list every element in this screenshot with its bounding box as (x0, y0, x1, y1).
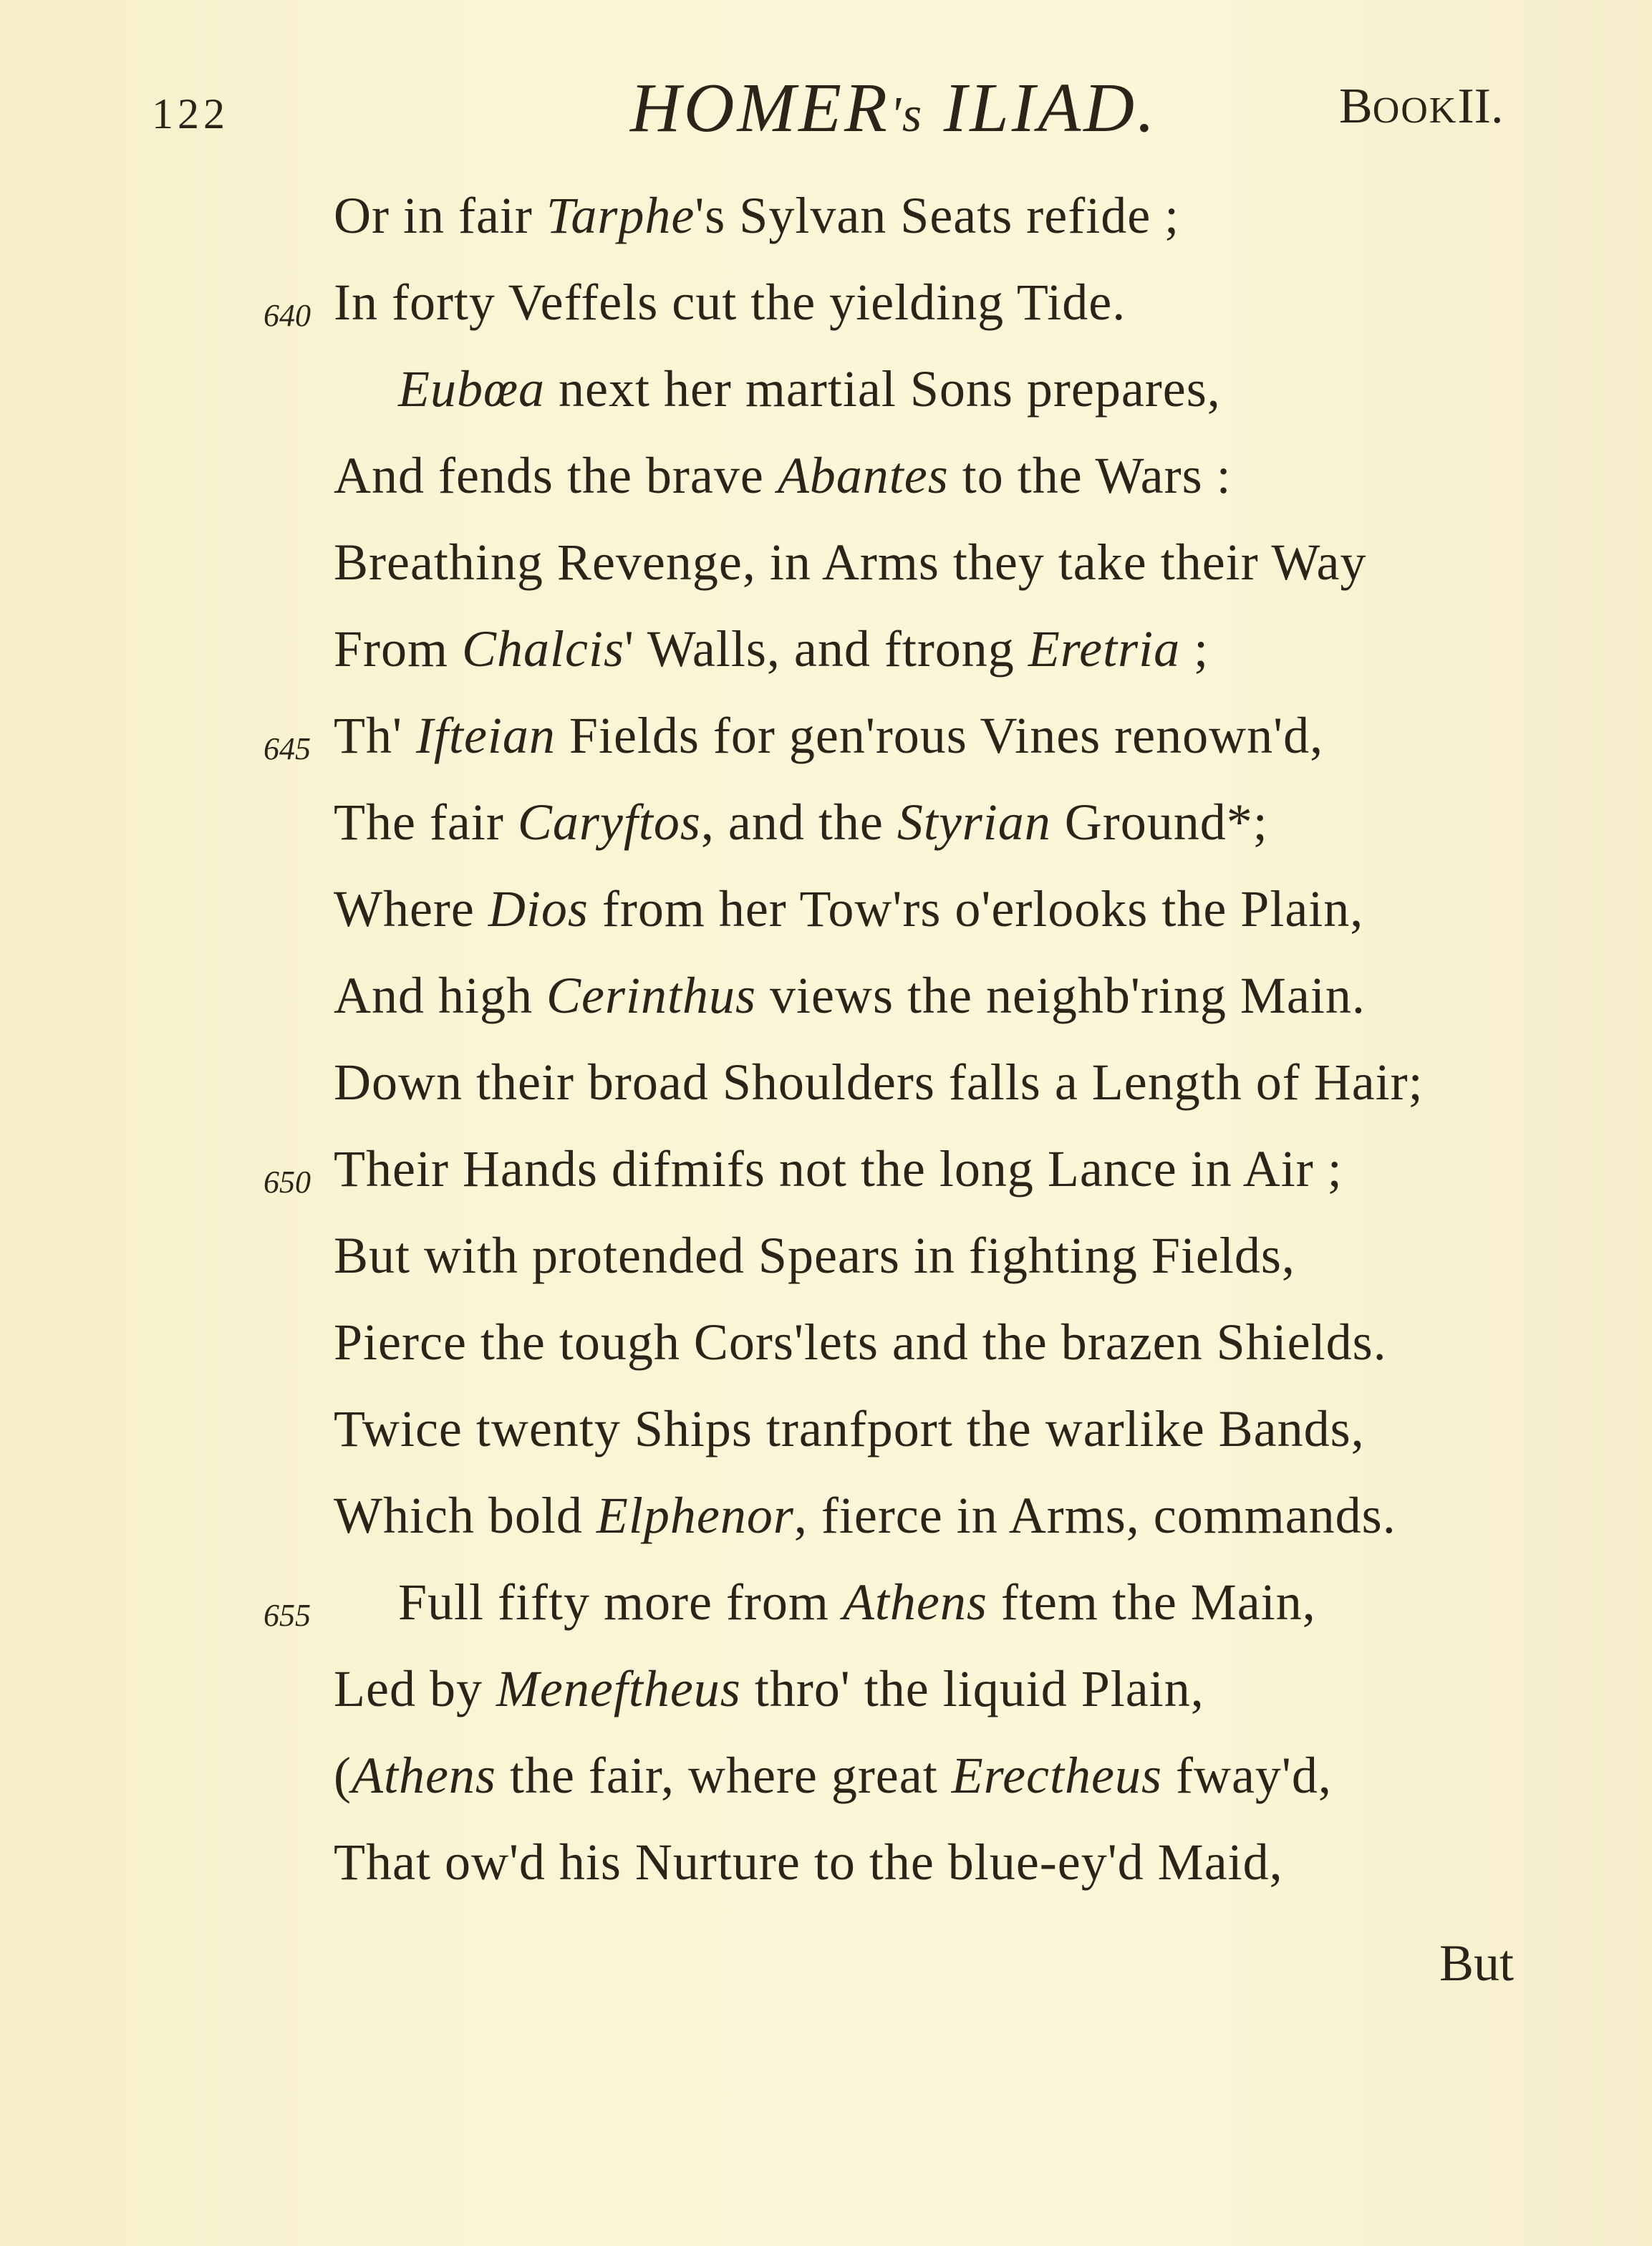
verse-segment: Breathing Revenge, in Arms they take their Way (334, 534, 1367, 591)
verse-line (0, 1739, 1652, 1826)
verse-segment: Ground*; (1050, 794, 1268, 851)
verse-line (0, 526, 1652, 612)
verse-text (334, 620, 1209, 679)
verse-line (0, 1132, 1652, 1219)
verse-segment: to the Wars : (948, 447, 1232, 504)
verse-segment: But with protended Spears in fighting Fields, (334, 1227, 1295, 1284)
verse-segment: In forty Veffels cut the yielding Tide. (334, 274, 1126, 331)
verse-text (334, 1139, 1343, 1199)
verse-segment: Pierce the tough Cors'lets and the brazen Shields. (334, 1314, 1387, 1371)
verse-line (0, 352, 1652, 439)
line-number: 655 (264, 1598, 311, 1633)
proper-name: Athens (842, 1573, 987, 1631)
verse-text (334, 186, 1179, 246)
verse-block (0, 179, 1652, 1912)
book-label-number: II. (1457, 79, 1504, 134)
verse-line (0, 786, 1652, 872)
verse-line (0, 1826, 1652, 1912)
line-number: 645 (264, 731, 311, 766)
verse-text (334, 273, 1126, 332)
book-label-initial: B (1339, 79, 1373, 134)
line-number: 650 (264, 1165, 311, 1200)
verse-line (0, 872, 1652, 959)
verse-segment: , and the (700, 794, 897, 851)
verse-segment: And fends the brave (334, 447, 778, 504)
verse-segment: Full fifty more from (398, 1573, 843, 1631)
verse-text (334, 879, 1363, 939)
verse-line (0, 699, 1652, 786)
verse-segment: views the neighb'ring Main. (756, 967, 1366, 1024)
verse-segment: 's Sylvan Seats refide ; (695, 187, 1180, 244)
proper-name: Elphenor (596, 1487, 794, 1544)
proper-name: Ifteian (415, 707, 556, 764)
verse-segment: Fields for gen'rous Vines renown'd, (555, 707, 1324, 764)
verse-segment: Led by (334, 1660, 496, 1717)
running-title-possessive: 's (889, 87, 924, 143)
verse-text (398, 1573, 1316, 1632)
verse-line (0, 1652, 1652, 1739)
verse-line (0, 959, 1652, 1046)
verse-line (0, 1566, 1652, 1652)
verse-segment: next her martial Sons prepares, (545, 360, 1221, 418)
verse-segment: , fierce in Arms, commands. (793, 1487, 1396, 1544)
verse-text (334, 793, 1268, 852)
verse-segment: the fair, where great (496, 1747, 952, 1804)
verse-text (334, 446, 1232, 506)
proper-name: Eubœa (398, 360, 546, 418)
verse-line (0, 439, 1652, 526)
verse-line (0, 266, 1652, 352)
verse-segment: Twice twenty Ships tranfport the warlike Bands, (334, 1400, 1365, 1457)
verse-text (334, 1226, 1295, 1286)
verse-text (334, 533, 1367, 592)
verse-line (0, 179, 1652, 266)
proper-name: Caryftos (517, 794, 701, 851)
verse-segment: Or in fair (334, 187, 546, 244)
verse-line (0, 1219, 1652, 1306)
proper-name: Tarphe (546, 187, 695, 244)
line-number: 640 (264, 298, 311, 333)
verse-segment: ; (1180, 620, 1209, 678)
proper-name: Eretria (1028, 620, 1181, 678)
verse-text (334, 1833, 1283, 1892)
verse-text (334, 1053, 1424, 1112)
page-header (0, 68, 1652, 147)
verse-segment: Their Hands difmifs not the long Lance in Air ; (334, 1140, 1343, 1197)
book-label (1339, 78, 1504, 135)
verse-text (334, 1399, 1365, 1459)
proper-name: Abantes (777, 447, 949, 504)
book-label-smallcaps: OOK (1372, 90, 1458, 131)
proper-name: Athens (351, 1747, 496, 1804)
verse-segment: thro' the liquid Plain, (740, 1660, 1204, 1717)
verse-text (334, 1486, 1396, 1546)
verse-segment: ' Walls, and ftrong (624, 620, 1028, 678)
proper-name: Styrian (897, 794, 1051, 851)
verse-segment: ftem the Main, (987, 1573, 1316, 1631)
verse-segment: Th' (334, 707, 416, 764)
running-title-iliad: ILIAD. (923, 69, 1158, 147)
verse-segment: from her Tow'rs o'erlooks the Plain, (588, 880, 1364, 938)
verse-segment: From (334, 620, 463, 678)
verse-text (334, 1659, 1204, 1719)
verse-segment: That ow'd his Nurture to the blue-ey'd Maid, (334, 1833, 1283, 1891)
verse-segment: Where (334, 880, 488, 938)
verse-segment: And high (334, 967, 546, 1024)
proper-name: Cerinthus (546, 967, 757, 1024)
running-title (630, 68, 1158, 148)
verse-line (0, 612, 1652, 699)
verse-text (334, 1313, 1387, 1372)
verse-segment: Which bold (334, 1487, 596, 1544)
verse-segment: The fair (334, 794, 518, 851)
proper-name: Dios (488, 880, 589, 938)
proper-name: Erectheus (951, 1747, 1162, 1804)
verse-segment: Down their broad Shoulders falls a Length of Hair; (334, 1054, 1424, 1111)
catchword: But (1439, 1934, 1515, 1992)
verse-segment: fway'd, (1161, 1747, 1332, 1804)
verse-text (398, 360, 1221, 419)
verse-line (0, 1046, 1652, 1132)
proper-name: Meneftheus (496, 1660, 741, 1717)
verse-text (334, 1746, 1332, 1806)
page-number: 122 (152, 90, 229, 138)
verse-line (0, 1306, 1652, 1392)
running-title-homer: HOMER (630, 69, 890, 147)
verse-line (0, 1479, 1652, 1566)
verse-segment: ( (334, 1747, 352, 1804)
verse-text (334, 706, 1323, 766)
proper-name: Chalcis (462, 620, 625, 678)
verse-text (334, 966, 1366, 1026)
verse-line (0, 1392, 1652, 1479)
